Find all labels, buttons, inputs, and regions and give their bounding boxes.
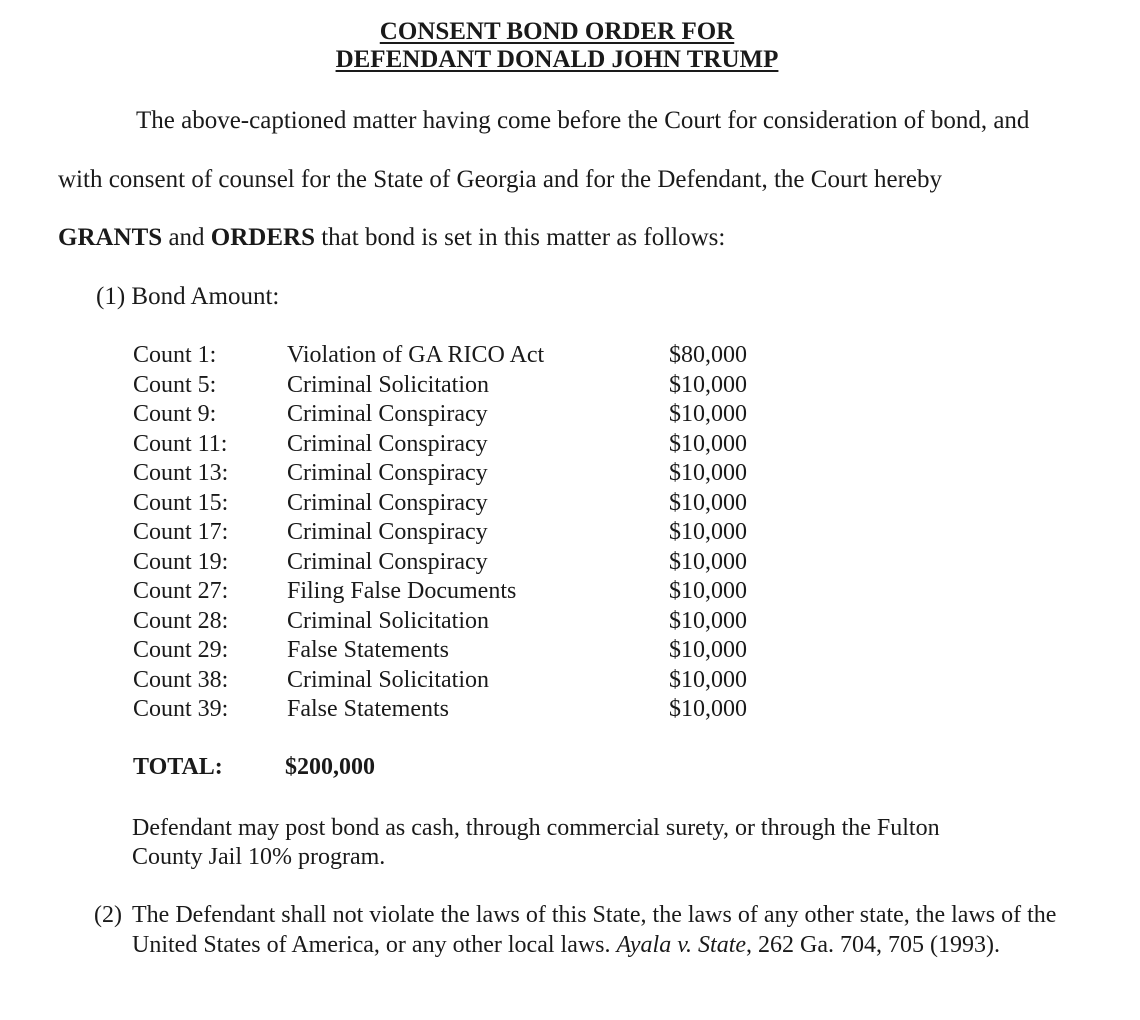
count-amount: $10,000 — [669, 371, 747, 398]
count-amount: $10,000 — [669, 696, 747, 722]
count-charge: Criminal Solicitation — [287, 607, 489, 634]
count-row — [133, 577, 833, 607]
count-amount: $80,000 — [669, 342, 747, 368]
count-charge: Criminal Solicitation — [287, 371, 489, 398]
post-bond-line-1: Defendant may post bond as cash, through commercial surety, or through the Fulton — [132, 815, 940, 841]
count-row — [133, 548, 833, 578]
count-row — [133, 666, 833, 696]
item-2-number: (2) — [94, 902, 122, 928]
count-number: Count 13: — [133, 460, 229, 486]
count-number: Count 17: — [133, 519, 229, 545]
count-row — [133, 607, 833, 637]
count-amount: $10,000 — [669, 637, 747, 663]
document-title-line-2: DEFENDANT DONALD JOHN TRUMP — [335, 46, 779, 73]
count-charge: Criminal Conspiracy — [287, 548, 488, 575]
count-charge: Criminal Conspiracy — [287, 401, 488, 427]
document-title-line-1: CONSENT BOND ORDER FOR — [379, 18, 735, 45]
count-amount: $10,000 — [669, 666, 747, 693]
post-bond-line-2: County Jail 10% program. — [132, 844, 386, 870]
count-amount: $10,000 — [669, 607, 747, 634]
count-row — [133, 518, 833, 548]
count-row — [133, 341, 833, 371]
count-amount: $10,000 — [669, 430, 747, 457]
case-citation-name: Ayala v. State — [616, 931, 747, 958]
count-charge: False Statements — [287, 696, 449, 722]
count-number: Count 27: — [133, 578, 229, 604]
count-charge: Violation of GA RICO Act — [287, 342, 545, 368]
count-amount: $10,000 — [669, 460, 747, 486]
counts-table — [133, 341, 833, 725]
intro-line-2: with consent of counsel for the State of Georgia and for the Defendant, the Court hereby — [58, 166, 942, 193]
count-row — [133, 430, 833, 460]
count-amount: $10,000 — [669, 578, 747, 604]
count-charge: Criminal Solicitation — [287, 666, 489, 693]
total-label: TOTAL: — [133, 754, 223, 780]
count-charge: Criminal Conspiracy — [287, 489, 488, 516]
grants-word: GRANTS — [58, 224, 163, 251]
count-number: Count 11: — [133, 430, 228, 457]
count-amount: $10,000 — [669, 401, 747, 427]
count-row — [133, 489, 833, 519]
item-2-text — [132, 901, 1062, 960]
count-amount: $10,000 — [669, 519, 747, 545]
item-2-text-after: , 262 Ga. 704, 705 (1993). — [746, 931, 1001, 958]
item-2-text-before: The Defendant shall not violate the laws of this State, the laws of any other state, the laws of the United States of America, or any other local laws. — [132, 902, 1057, 958]
count-number: Count 1: — [133, 342, 217, 368]
count-charge: Criminal Conspiracy — [287, 519, 488, 545]
count-number: Count 29: — [133, 637, 229, 663]
intro-line-1: The above-captioned matter having come before the Court for consideration of bond, and — [136, 107, 1030, 134]
count-row — [133, 400, 833, 430]
post-bond-paragraph — [132, 814, 1032, 872]
count-row — [133, 695, 833, 725]
intro-line-3 — [58, 223, 725, 253]
orders-word: ORDERS — [210, 224, 315, 251]
count-amount: $10,000 — [669, 489, 747, 516]
count-number: Count 15: — [133, 489, 229, 516]
count-number: Count 19: — [133, 548, 229, 575]
count-number: Count 39: — [133, 696, 229, 722]
count-row — [133, 459, 833, 489]
total-value: $200,000 — [285, 754, 375, 780]
bond-amount-heading: (1) Bond Amount: — [96, 283, 280, 310]
count-row — [133, 371, 833, 401]
count-charge: Criminal Conspiracy — [287, 460, 488, 486]
count-charge: Filing False Documents — [287, 578, 517, 604]
count-row — [133, 636, 833, 666]
count-amount: $10,000 — [669, 548, 747, 575]
count-number: Count 5: — [133, 371, 217, 398]
count-number: Count 9: — [133, 401, 217, 427]
count-charge: False Statements — [287, 637, 449, 663]
count-charge: Criminal Conspiracy — [287, 430, 488, 457]
count-number: Count 28: — [133, 607, 229, 634]
intro-line-3-rest: that bond is set in this matter as follows: — [314, 224, 726, 251]
and-word: and — [162, 224, 211, 251]
count-number: Count 38: — [133, 666, 229, 693]
